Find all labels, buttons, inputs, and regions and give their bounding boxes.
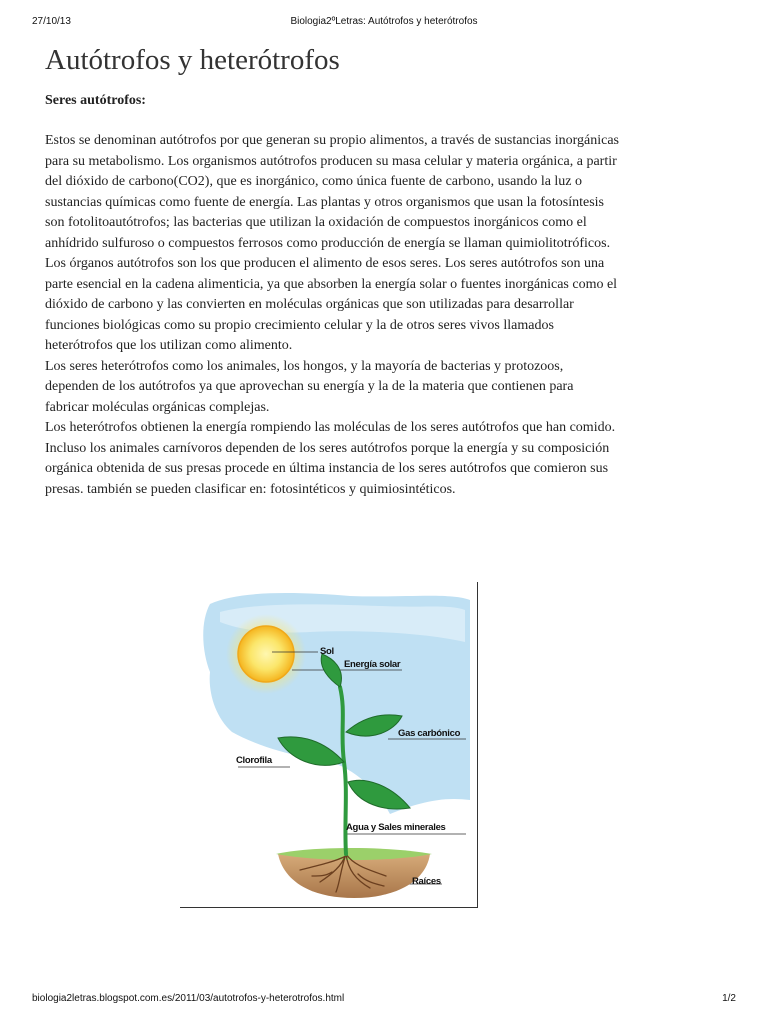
figure-border-bottom <box>180 907 478 908</box>
post-paragraph-1: Estos se denominan autótrofos por que generan su propio alimentos, a través de sustancias inorgánicas para su metabolismo. Los organismos autótrofos producen su masa celular y materia orgánica, a partir del dióxido de carbono(CO2), que es inorgánico, como única fuente de carbono, usando la luz o sustancias químicas como fuente de energía. Las plantas y otros organismos que usan la fotosíntesis son fotolitoautótrofos; las bacterias que utilizan la oxidación de compuestos inorgánicos como el anhídrido sulfuroso o compuestos ferrosos como producción de energía se llaman quimiolitotróficos. <box>45 133 619 251</box>
post-body <box>45 131 620 500</box>
print-footer <box>32 993 736 1007</box>
label-gas-carbonico: Gas carbónico <box>398 728 461 739</box>
post-paragraph-3: Los seres heterótrofos como los animales, los hongos, y la mayoría de bacterias y protozoos, dependen de los autótrofos ya que aprovechan su energía y la de la materia que contienen para fabricar moléculas orgánicas complejas. <box>45 358 574 415</box>
photosynthesis-diagram[interactable] <box>180 582 478 908</box>
blog-post <box>45 42 620 500</box>
label-raices: Raíces <box>412 876 441 887</box>
post-paragraph-2: Los órganos autótrofos son los que producen el alimento de esos seres. Los seres autótrofos son una parte esencial en la cadena alimenticia, ya que absorben la energía solar o fuentes inorgánicas como el dióxido de carbono y las convierten en moléculas orgánicas que son utilizadas para desarrollar funciones biológicas como su propio crecimiento celular y la de otros seres vivos llamados heterótrofos que los utilizan como alimento. <box>45 256 618 353</box>
label-energia-solar: Energía solar <box>344 659 401 670</box>
print-page-title: Biologia2ºLetras: Autótrofos y heterótrofos <box>290 16 478 27</box>
label-agua-sales: Agua y Sales minerales <box>346 822 446 833</box>
sun-icon <box>238 626 294 682</box>
print-date: 27/10/13 <box>32 16 71 27</box>
plant-illustration <box>180 582 478 908</box>
print-page-number: 1/2 <box>722 993 736 1004</box>
label-clorofila: Clorofila <box>236 755 272 766</box>
figure-border-right <box>477 582 478 908</box>
print-url[interactable]: biologia2letras.blogspot.com.es/2011/03/autotrofos-y-heterotrofos.html <box>32 993 345 1004</box>
post-subtitle: Seres autótrofos: <box>45 93 146 108</box>
print-header <box>32 16 736 30</box>
label-sol: Sol <box>320 646 334 657</box>
post-paragraph-4: Los heterótrofos obtienen la energía rompiendo las moléculas de los seres autótrofos que han comido. Incluso los animales carnívoros dependen de los seres autótrofos porque la energía y su composición orgánica obtenida de sus presas procede en última instancia de los seres autótrofos que comieron sus presas. también se pueden clasificar en: fotosintéticos y quimiosintéticos. <box>45 420 616 497</box>
post-title[interactable]: Autótrofos y heterótrofos <box>45 44 340 76</box>
